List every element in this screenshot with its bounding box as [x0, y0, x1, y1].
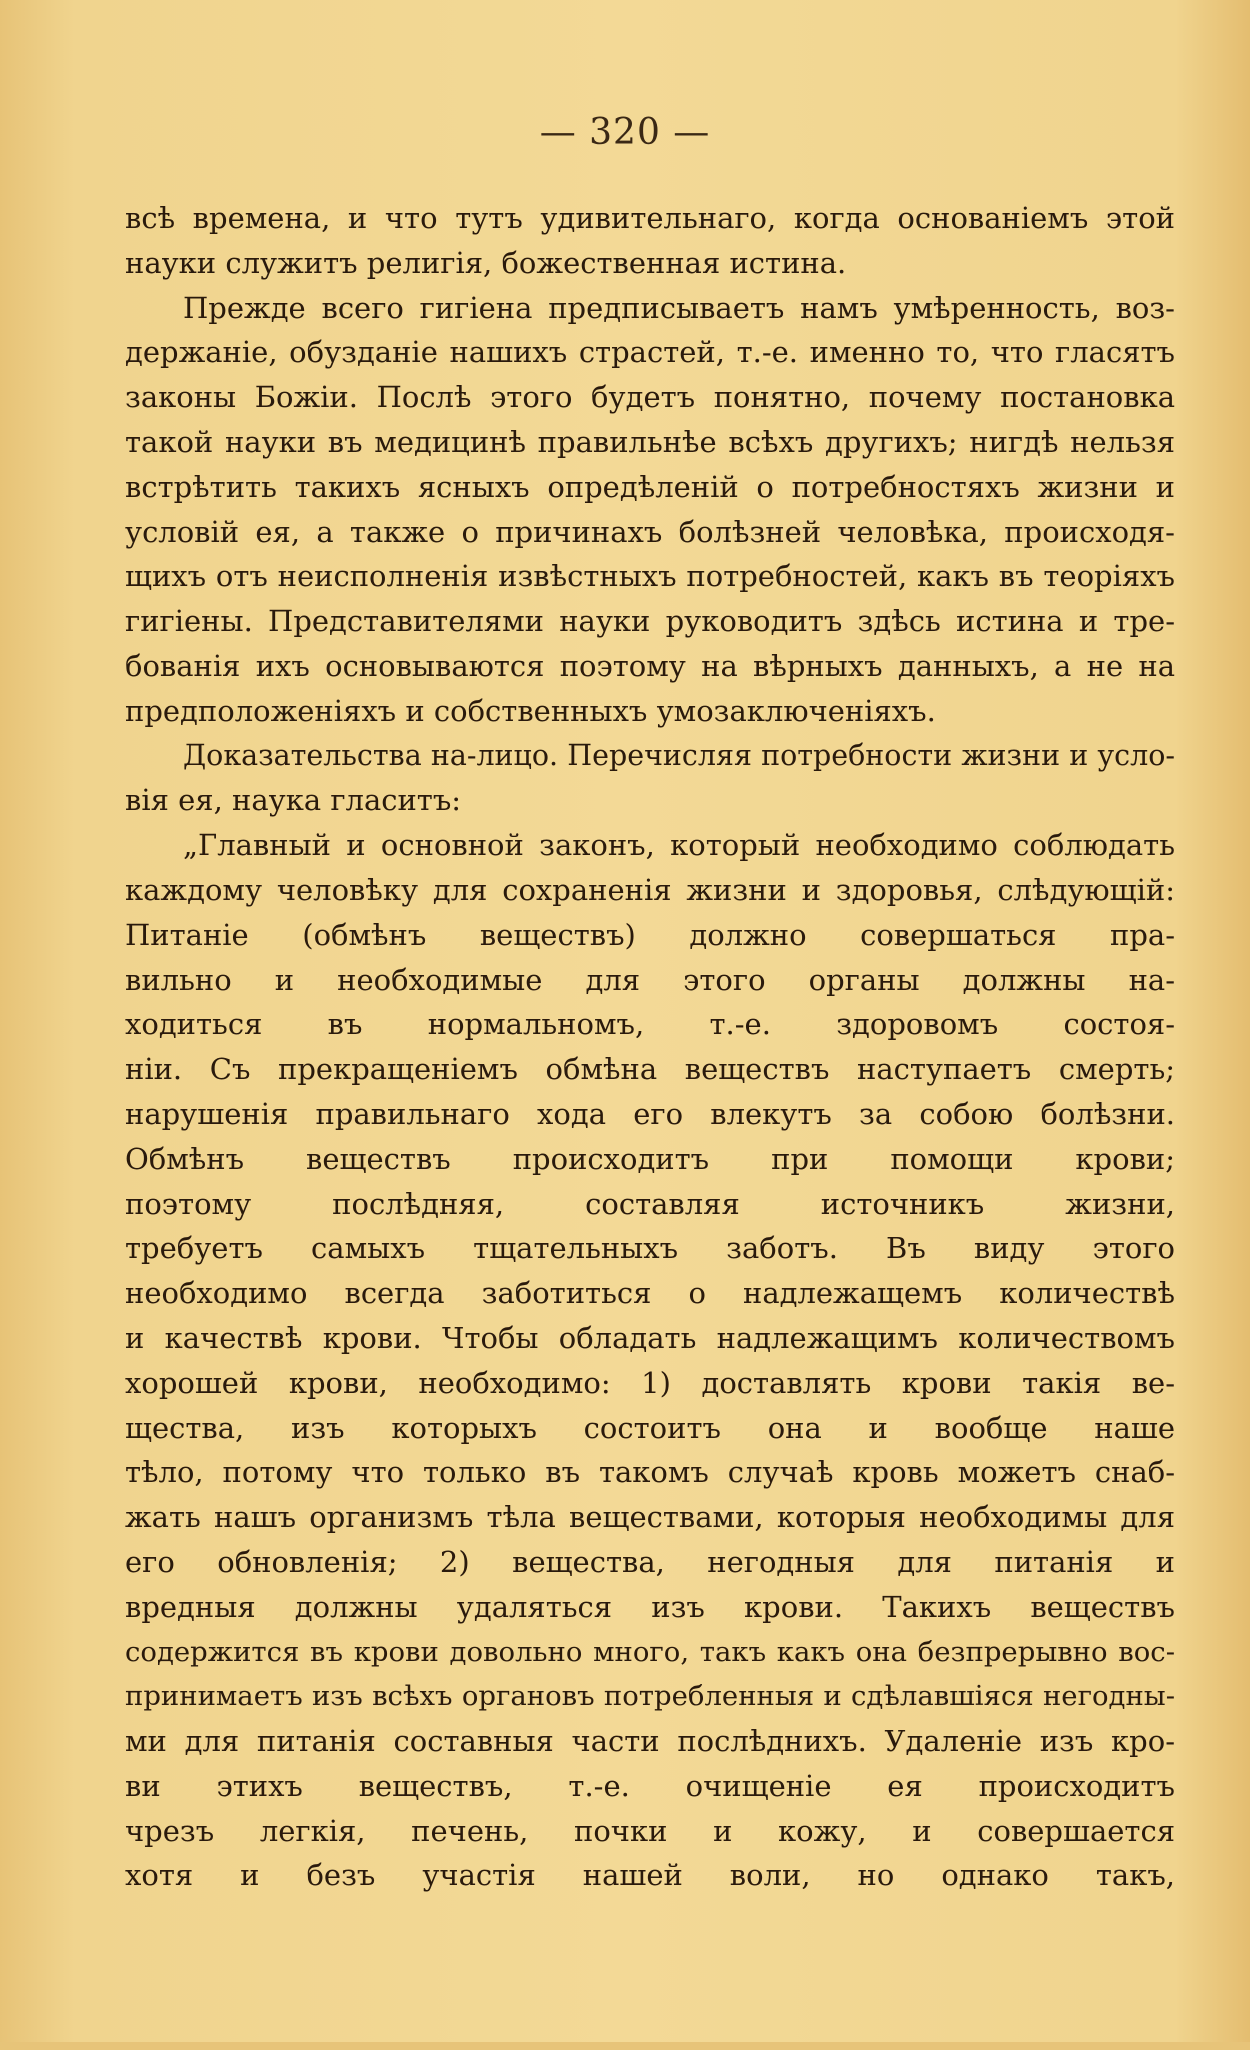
text-line: жать нашъ организмъ тѣла веществами, которыя необходимы для — [125, 1500, 1175, 1535]
text-line: чрезъ легкія, печень, почки и кожу, и совершается — [125, 1813, 1175, 1848]
text-line: его обновленія; 2) вещества, негодныя для питанія и — [125, 1544, 1175, 1579]
text-line: Питаніе (обмѣнъ веществъ) должно совершаться пра- — [125, 917, 1175, 952]
page-text — [125, 196, 1175, 1898]
text-line: Обмѣнъ веществъ происходитъ при помощи крови; — [125, 1141, 1175, 1176]
text-line: нарушенія правильнаго хода его влекутъ за собою болѣзни. — [125, 1096, 1175, 1131]
text-line: ми для питанія составныя части послѣднихъ. Удаленіе изъ кро- — [125, 1724, 1175, 1759]
text-line: хорошей крови, необходимо: 1) доставлять крови такія ве- — [125, 1365, 1175, 1400]
text-line: ходиться въ нормальномъ, т.-е. здоровомъ состоя- — [125, 1007, 1175, 1042]
text-line: тѣло, потому что только въ такомъ случаѣ кровь можетъ снаб- — [125, 1455, 1175, 1490]
text-line: держаніе, обузданіе нашихъ страстей, т.-е. именно то, что гласятъ — [125, 335, 1175, 370]
text-line: встрѣтить такихъ ясныхъ опредѣленій о потребностяхъ жизни и — [125, 469, 1175, 504]
text-line: науки служитъ религія, божественная истина. — [125, 245, 847, 280]
text-line: хотя и безъ участія нашей воли, но однако такъ, — [125, 1858, 1175, 1893]
text-line: такой науки въ медицинѣ правильнѣе всѣхъ другихъ; нигдѣ нельзя — [125, 424, 1175, 459]
text-line: Доказательства на-лицо. Перечисляя потребности жизни и усло- — [183, 738, 1175, 772]
text-line: ніи. Съ прекращеніемъ обмѣна веществъ наступаетъ смерть; — [125, 1052, 1175, 1087]
text-line: законы Божіи. Послѣ этого будетъ понятно, почему постановка — [125, 380, 1175, 415]
text-line: необходимо всегда заботиться о надлежащемъ количествѣ — [125, 1276, 1175, 1311]
page-bottom-edge — [0, 2042, 1250, 2050]
page-number: — 320 — — [539, 112, 711, 153]
text-line: щихъ отъ неисполненія извѣстныхъ потребностей, какъ въ теоріяхъ — [125, 559, 1175, 594]
text-line: поэтому послѣдняя, составляя источникъ жизни, — [125, 1186, 1175, 1221]
text-line: вія ея, наука гласитъ: — [125, 783, 462, 818]
text-line: и качествѣ крови. Чтобы обладать надлежащимъ количествомъ — [125, 1320, 1175, 1355]
text-line: условій ея, а также о причинахъ болѣзней человѣка, происходя- — [125, 514, 1175, 549]
text-line: „Главный и основной законъ, который необходимо соблюдать — [183, 828, 1175, 863]
text-line: предположеніяхъ и собственныхъ умозаключеніяхъ. — [125, 693, 936, 728]
text-line: содержится въ крови довольно много, такъ какъ она безпрерывно вос- — [125, 1635, 1175, 1668]
text-line: вильно и необходимые для этого органы должны на- — [125, 962, 1175, 997]
text-line: щества, изъ которыхъ состоитъ она и вообще наше — [125, 1410, 1175, 1445]
text-line: ви этихъ веществъ, т.-е. очищеніе ея происходитъ — [125, 1768, 1175, 1803]
text-line: гигіены. Представителями науки руководитъ здѣсь истина и тре- — [125, 604, 1175, 639]
text-line: требуетъ самыхъ тщательныхъ заботъ. Въ виду этого — [125, 1231, 1175, 1266]
text-line: вредныя должны удаляться изъ крови. Такихъ веществъ — [125, 1589, 1175, 1624]
text-line: всѣ времена, и что тутъ удивительнаго, когда основаніемъ этой — [125, 201, 1175, 235]
text-line: Прежде всего гигіена предписываетъ намъ умѣренность, воз- — [183, 290, 1175, 325]
text-line: каждому человѣку для сохраненія жизни и здоровья, слѣдующій: — [125, 872, 1175, 907]
text-line: принимаетъ изъ всѣхъ органовъ потребленныя и сдѣлавшіяся негодны- — [125, 1680, 1175, 1713]
text-line: бованія ихъ основываются поэтому на вѣрныхъ данныхъ, а не на — [125, 648, 1175, 683]
